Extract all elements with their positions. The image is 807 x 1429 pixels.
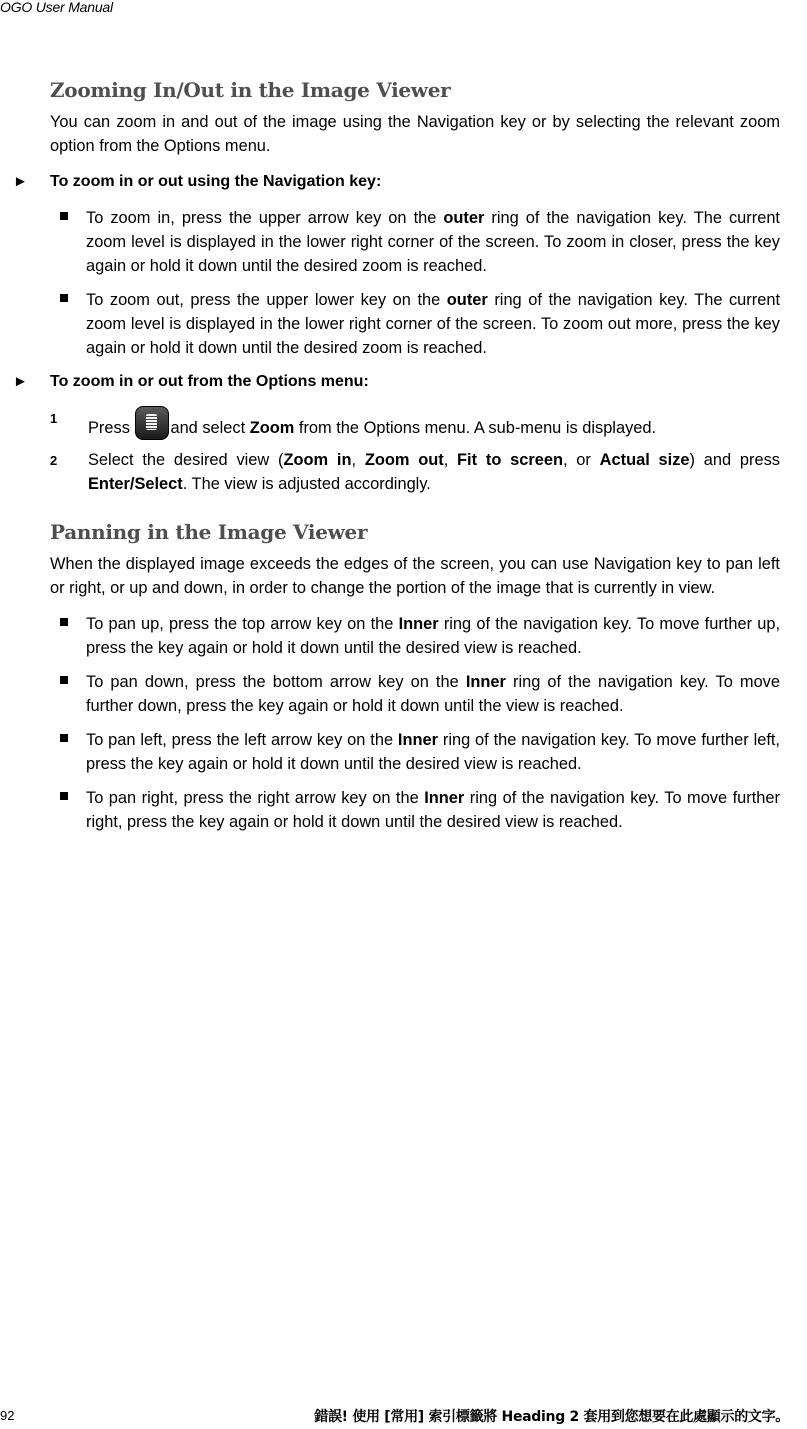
procedure-arrow-icon: ► [13, 173, 28, 190]
step-text: Select the desired view ( [88, 451, 284, 469]
list-item [50, 728, 780, 776]
step-bold: Zoom out [364, 451, 444, 469]
pan-bullet-list [50, 612, 780, 834]
step-text: . The view is adjusted accordingly. [182, 475, 431, 493]
procedure-heading-options-menu [13, 370, 780, 394]
bullet-text: To pan right, press the right arrow key on the [86, 789, 425, 807]
bullet-text: To zoom in, press the upper arrow key on the [86, 209, 444, 227]
page-content [13, 78, 781, 844]
bullet-bold: outer [443, 209, 485, 227]
procedure-heading-navigation [13, 170, 780, 194]
footer-field-error: 錯誤! 使用 [常用] 索引標籤將 Heading 2 套用到您想要在此處顯示的文字。 [314, 1409, 789, 1425]
step-number: 2 [50, 453, 58, 468]
bullet-text: ring of the navigation key. To move further down, press the key again or hold it down until the view is reached. [86, 673, 780, 715]
section-heading-zoom: Zooming In/Out in the Image Viewer [50, 78, 451, 102]
bullet-text: To zoom out, press the upper lower key on the [86, 291, 447, 309]
page-number: 92 [0, 1408, 15, 1423]
pan-intro: When the displayed image exceeds the edges of the screen, you can use Navigation key to pan left or right, or up and down, in order to change the portion of the image that is currently in view. [50, 555, 780, 597]
bullet-bold: Inner [397, 731, 438, 749]
zoom-intro: You can zoom in and out of the image using the Navigation key or by selecting the relevant zoom option from the Options menu. [50, 113, 780, 155]
bullet-text: To pan left, press the left arrow key on the [86, 731, 398, 749]
step-number: 1 [50, 411, 58, 426]
bullet-text: To pan down, press the bottom arrow key on the [86, 673, 466, 691]
bullet-square-icon [60, 212, 68, 220]
list-item [50, 786, 780, 834]
bullet-bold: outer [446, 291, 488, 309]
bullet-text: ring of the navigation key. To move further up, press the key again or hold it down until the desired view is reached. [86, 615, 781, 657]
bullet-square-icon [60, 676, 68, 684]
step-bold: Fit to screen [457, 451, 563, 469]
bullet-square-icon [60, 734, 68, 742]
step-item [50, 448, 780, 496]
list-item [50, 206, 780, 278]
document-icon [146, 414, 157, 430]
bullet-text: ring of the navigation key. The current zoom level is displayed in the lower right corner of the screen. To zoom out more, press the key again or hold it down until the desired zoom is reached. [86, 291, 780, 357]
step-bold: Actual size [599, 451, 690, 469]
step-text: and select [170, 419, 250, 437]
step-text: , [351, 451, 365, 469]
bullet-square-icon [60, 792, 68, 800]
bullet-bold: Inner [465, 673, 506, 691]
bullet-square-icon [60, 294, 68, 302]
step-text: , or [562, 451, 600, 469]
running-header: OGO User Manual [0, 0, 113, 15]
zoom-steps-list [50, 406, 780, 496]
step-bold: Enter/Select [88, 475, 183, 493]
bullet-bold: Inner [398, 615, 439, 633]
bullet-text: ring of the navigation key. To move further right, press the key again or hold it down until the desired view is reached. [86, 789, 780, 831]
bullet-text: ring of the navigation key. To move further left, press the key again or hold it down until the desired view is reached. [86, 731, 780, 773]
step-bold: Zoom in [283, 451, 352, 469]
step-text: , [443, 451, 458, 469]
bullet-text: ring of the navigation key. The current zoom level is displayed in the lower right corner of the screen. To zoom in closer, press the key again or hold it down until the desired zoom is reached. [86, 209, 780, 275]
step-text: Press [88, 419, 135, 437]
procedure-title: To zoom in or out from the Options menu: [50, 373, 369, 390]
list-item [50, 670, 780, 718]
list-item [50, 612, 780, 660]
step-text: from the Options menu. A sub-menu is displayed. [294, 419, 657, 437]
section-heading-pan: Panning in the Image Viewer [50, 520, 368, 544]
list-item [50, 288, 780, 360]
step-bold: Zoom [249, 419, 295, 437]
options-menu-key-icon [135, 406, 169, 440]
bullet-text: To pan up, press the top arrow key on the [86, 615, 399, 633]
zoom-bullet-list [50, 206, 780, 360]
bullet-square-icon [60, 618, 68, 626]
bullet-bold: Inner [424, 789, 465, 807]
step-item [50, 406, 780, 440]
procedure-arrow-icon: ► [13, 373, 28, 390]
procedure-title: To zoom in or out using the Navigation key: [50, 173, 382, 190]
step-text: ) and press [689, 451, 780, 469]
